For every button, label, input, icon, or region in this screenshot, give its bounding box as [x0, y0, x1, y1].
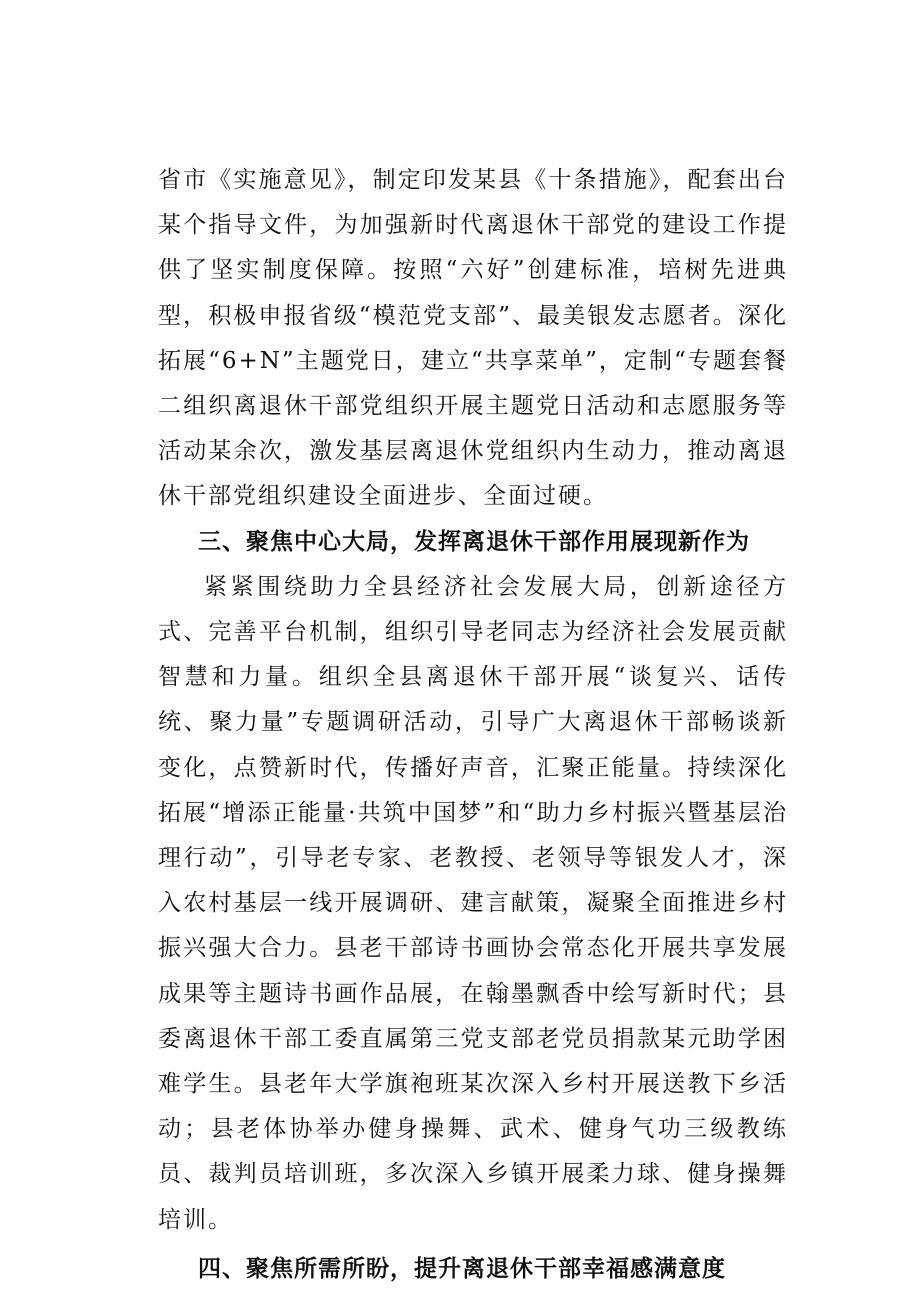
body-paragraph: 紧紧围绕助力全县经济社会发展大局，创新途径方式、完善平台机制，组织引导老同志为经济社会发展贡献智慧和力量。组织全县离退休干部开展“谈复兴、话传统、聚力量”专题调研活动，引导广大离退休干部畅谈新变化，点赞新时代，传播好声音，汇聚正能量。持续深化拓展“增添正能量·共筑中国梦”和“助力乡村振兴暨基层治理行动”，引导老专家、老教授、老领导等银发人才，深入农村基层一线开展调研、建言献策，凝聚全面推进乡村振兴强大合力。县老干部诗书画协会常态化开展共享发展成果等主题诗书画作品展，在翰墨飘香中绘写新时代；县委离退休干部工委直属第三党支部老党员捐款某元助学困难学生。县老年大学旗袍班某次深入乡村开展送教下乡活动；县老体协举办健身操舞、武术、健身气功三级教练员、裁判员培训班，多次深入乡镇开展柔力球、健身操舞培训。 [158, 573, 788, 1233]
section-heading: 三、聚焦中心大局，发挥离退休干部作用展现新作为 [198, 528, 750, 555]
section-heading: 四、聚焦所需所盼，提升离退休干部幸福感满意度 [198, 1255, 726, 1282]
body-paragraph: 省市《实施意见》，制定印发某县《十条措施》，配套出台某个指导文件，为加强新时代离退休干部党的建设工作提供了坚实制度保障。按照“六好”创建标准，培树先进典型，积极申报省级“模范党支部”、最美银发志愿者。深化拓展“6+N”主题党日，建立“共享菜单”，定制“专题套餐二组织离退休干部党组织开展主题党日活动和志愿服务等活动某余次，激发基层离退休党组织内生动力，推动离退休干部党组织建设全面进步、全面过硬。 [158, 167, 788, 510]
document-body [158, 158, 788, 1292]
